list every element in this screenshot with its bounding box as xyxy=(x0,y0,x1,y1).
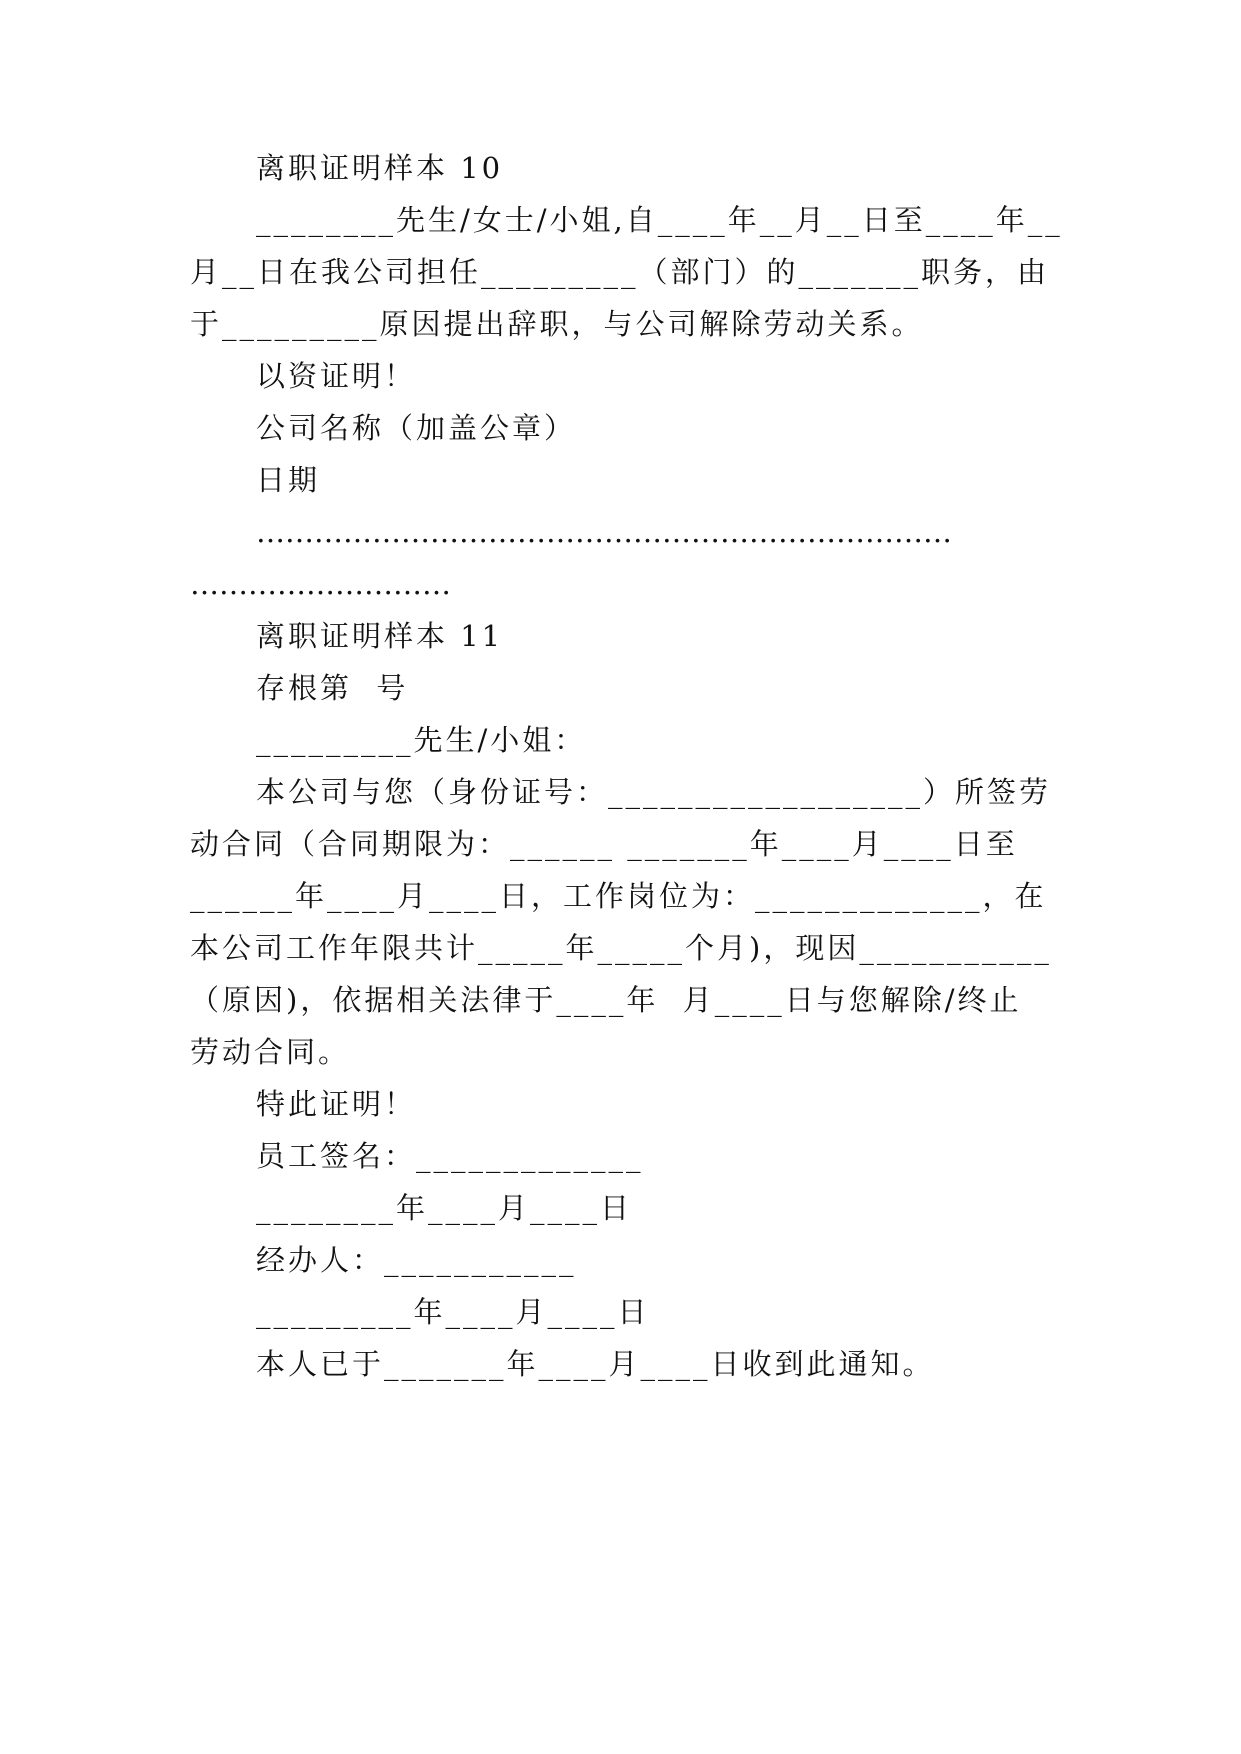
sample10-body-line-2: 月__日在我公司担任_________（部门）的_______职务，由 xyxy=(190,255,1050,289)
sample10-body-line-1: ________先生/女士/小姐,自____年__月__日至____年__ xyxy=(256,203,1063,237)
sample10-company: 公司名称（加盖公章） xyxy=(256,411,577,445)
sample11-closing: 特此证明！ xyxy=(256,1087,417,1121)
sample11-body-line-1: 本公司与您（身份证号：__________________）所签劳 xyxy=(256,775,1052,809)
sample10-body-line-3: 于_________原因提出辞职，与公司解除劳动关系。 xyxy=(190,307,924,341)
sample11-date-2: _________年____月____日 xyxy=(256,1295,650,1329)
sample11-employee-signature: 员工签名：_____________ xyxy=(256,1139,644,1173)
sample11-title: 离职证明样本 11 xyxy=(256,619,504,653)
sample10-title: 离职证明样本 10 xyxy=(256,151,504,185)
separator-dots-line-2: ……………………… xyxy=(190,567,451,601)
sample11-body-line-2: 动合同（合同期限为：______ _______年____月____日至 xyxy=(190,827,1018,861)
sample11-body-line-4: 本公司工作年限共计_____年_____个月)，现因___________ xyxy=(190,931,1052,965)
sample10-date: 日期 xyxy=(256,463,321,497)
sample11-salutation: _________先生/小姐： xyxy=(256,723,587,757)
sample11-body-line-5: （原因)，依据相关法律于____年 月____日与您解除/终止 xyxy=(190,983,1022,1017)
sample11-body-line-3: ______年____月____日，工作岗位为：_____________，在 xyxy=(190,879,1047,913)
sample11-stub: 存根第 号 xyxy=(256,671,409,705)
sample10-closing: 以资证明！ xyxy=(256,359,417,393)
sample11-date-1: ________年____月____日 xyxy=(256,1191,633,1225)
separator-dots-line-1: ……………………………………………………………… xyxy=(256,515,952,549)
sample11-receipt: 本人已于_______年____月____日收到此通知。 xyxy=(256,1347,935,1381)
sample11-handler: 经办人：___________ xyxy=(256,1243,577,1277)
sample11-body-line-6: 劳动合同。 xyxy=(190,1035,351,1069)
